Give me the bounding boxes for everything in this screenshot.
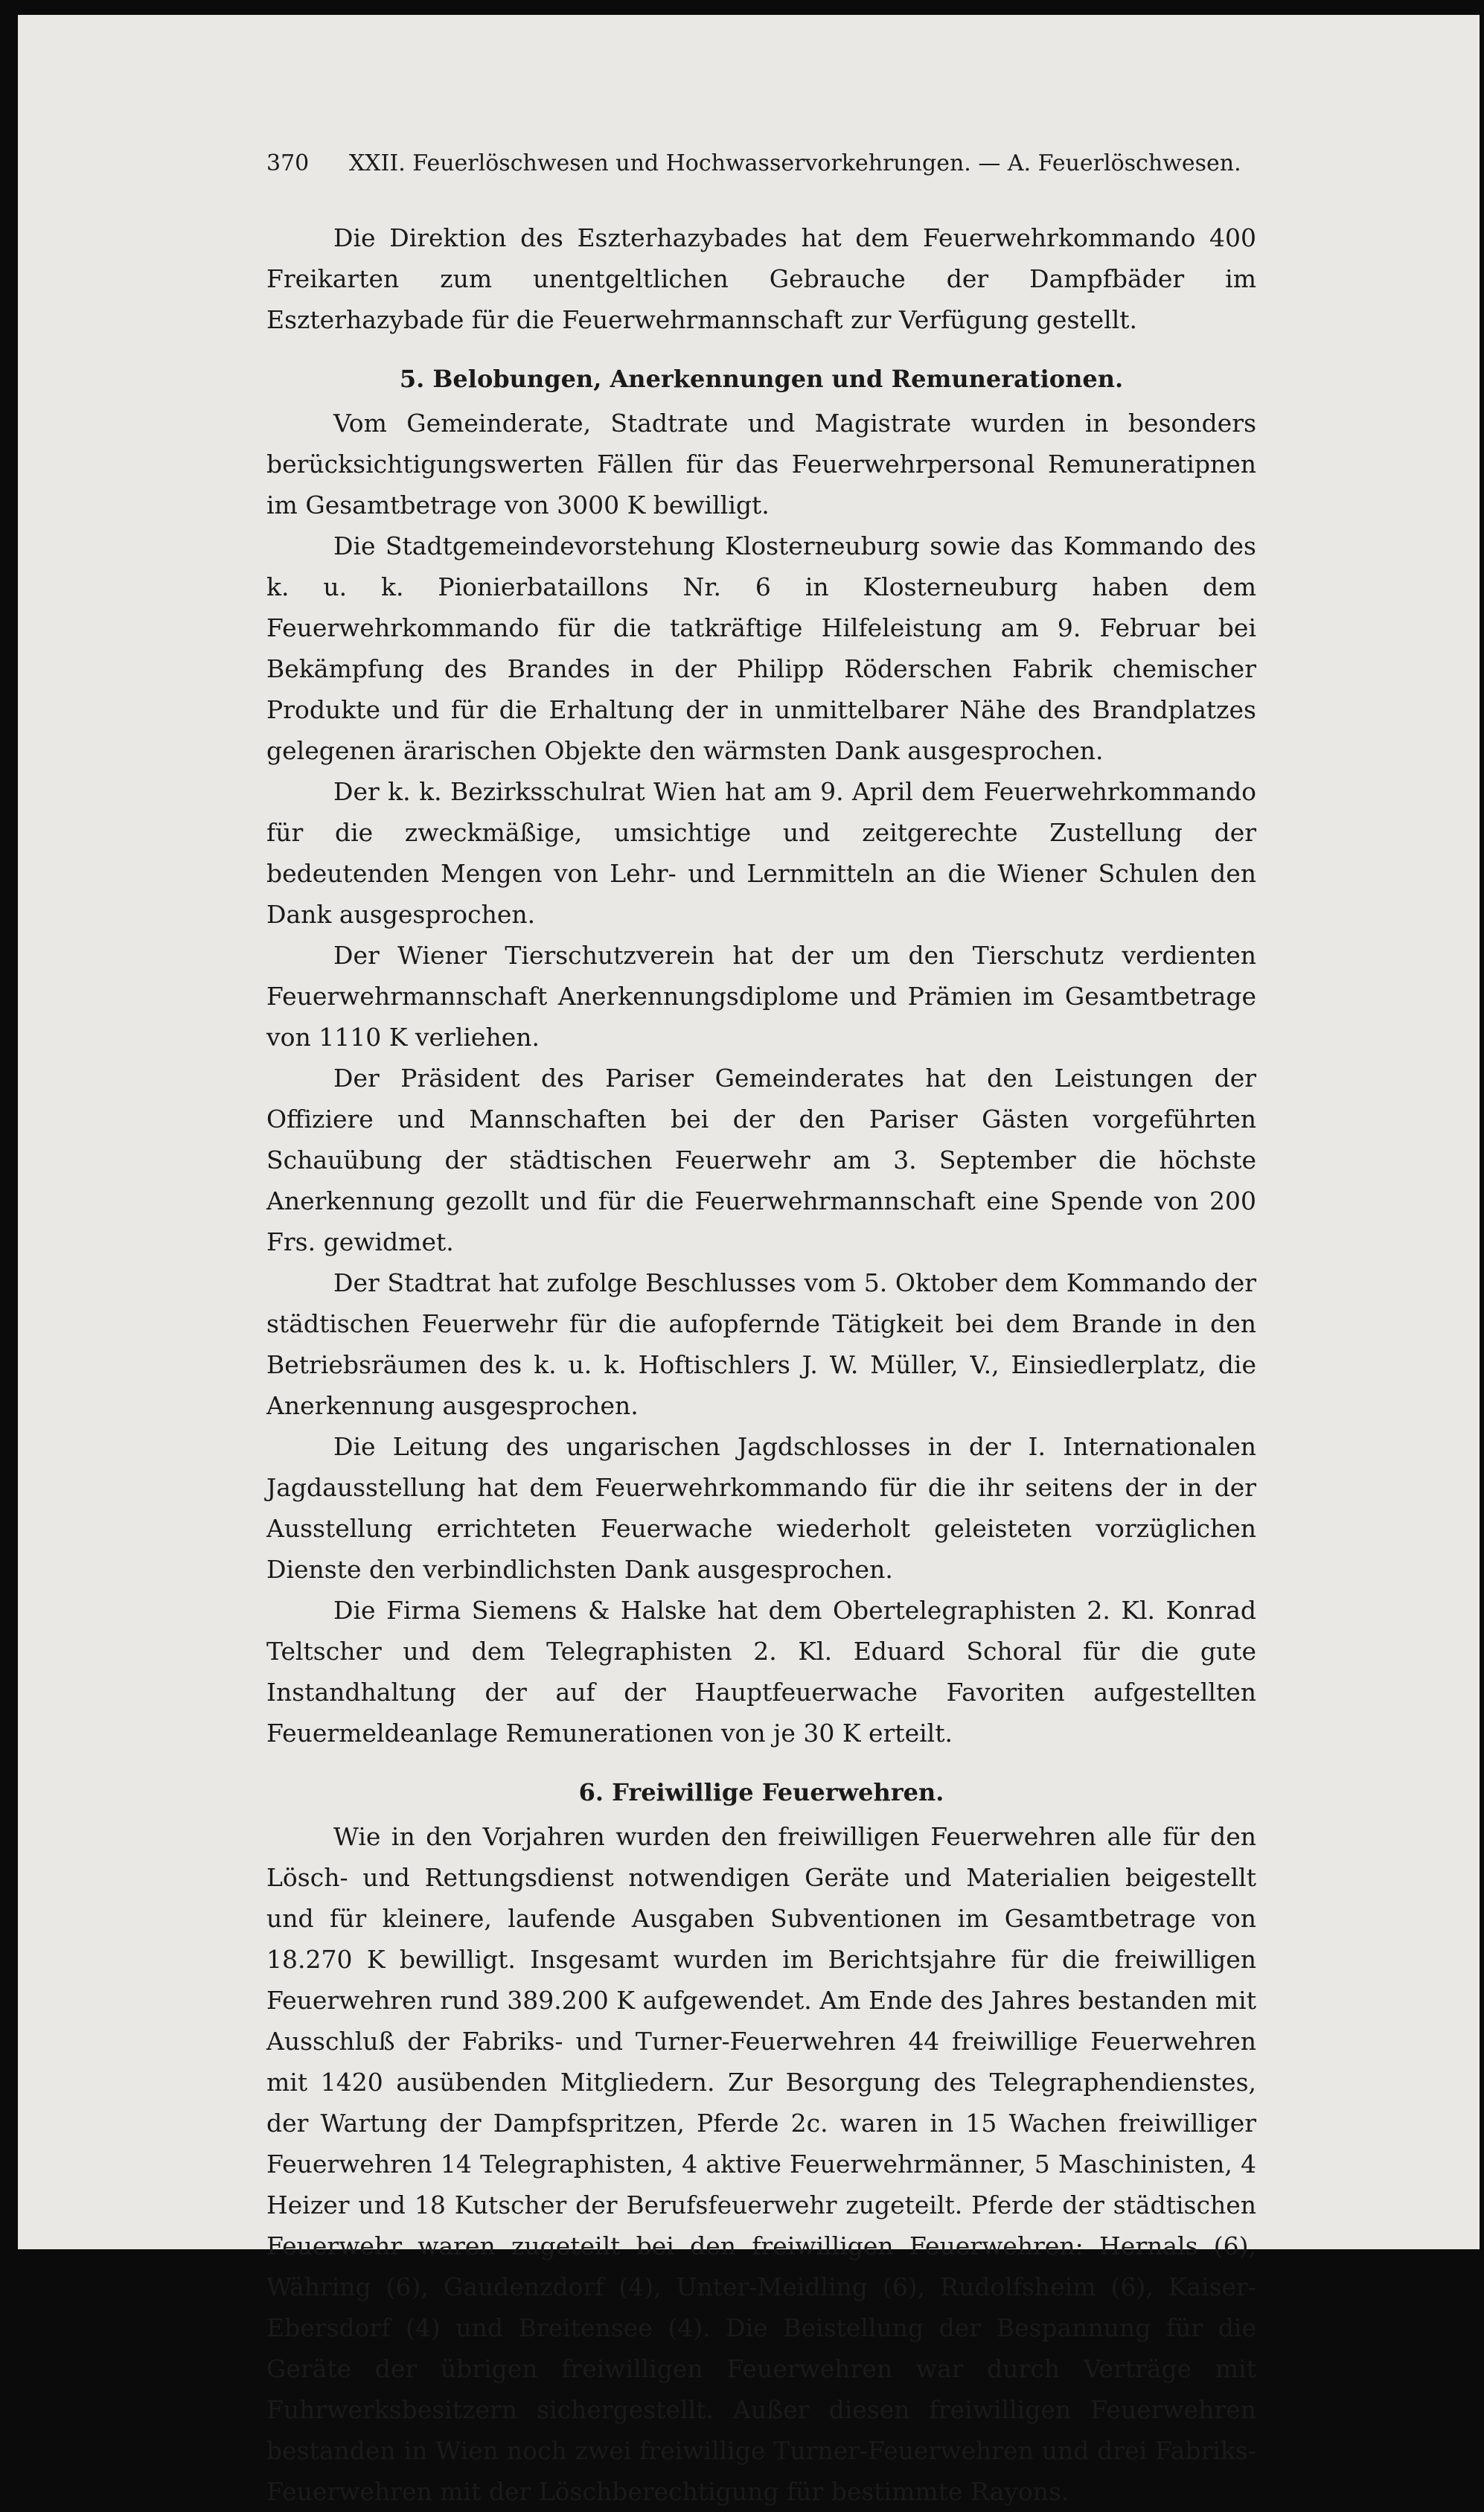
page-number: 370 [266, 150, 310, 176]
paragraph: Der Stadtrat hat zufolge Beschlusses vom 5. Oktober dem Kommando der städtischen Feuerwehr für die aufopfernde Tätigkeit bei dem Brande in den Betriebsräumen des k. u. k. Hoftischlers J. W. Müller, V., Einsiedlerplatz, die Anerkennung ausgesprochen. [266, 1268, 1256, 1420]
section-title-6: 6. Freiwillige Feuerwehren. [578, 1778, 944, 1806]
paragraph-eszterhazybad: Die Direktion des Eszterhazybades hat dem Feuerwehrkommando 400 Freikarten zum unentgeltlichen Gebrauche der Dampfbäder im Eszterhazybade für die Feuerwehrmannschaft zur Verfügung gestellt. [266, 223, 1256, 334]
running-header [266, 149, 1256, 179]
paragraph: Die Stadtgemeindevorstehung Klosterneuburg sowie das Kommando des k. u. k. Pionierbataillons Nr. 6 in Klosterneuburg haben dem Feuerwehrkommando für die tatkräftige Hilfeleistung am 9. Februar bei Bekämpfung des Brandes in der Philipp Röderschen Fabrik chemischer Produkte und für die Erhaltung der in unmittelbarer Nähe des Brandplatzes gelegenen ärarischen Objekte den wärmsten Dank ausgesprochen. [266, 531, 1256, 765]
running-title: XXII. Feuerlöschwesen und Hochwasservorkehrungen. — A. Feuerlöschwesen. [348, 150, 1241, 176]
section-title-5: 5. Belobungen, Anerkennungen und Remunerationen. [399, 365, 1124, 393]
paragraph: Der k. k. Bezirksschulrat Wien hat am 9. April dem Feuerwehrkommando für die zweckmäßige, umsichtige und zeitgerechte Zustellung der bedeutenden Mengen von Lehr- und Lernmitteln an die Wiener Schulen den Dank ausgesprochen. [266, 777, 1256, 929]
paragraph: Vom Gemeinderate, Stadtrate und Magistrate wurden in besonders berücksichtigungswerten Fällen für das Feuerwehrpersonal Remuneratipnen im Gesamtbetrage von 3000 K bewilligt. [266, 409, 1256, 520]
document-page [18, 15, 1480, 2506]
paragraph: Der Präsident des Pariser Gemeinderates hat den Leistungen der Offiziere und Mannschaften bei der den Pariser Gästen vorgeführten Schauübung der städtischen Feuerwehr am 3. September die höchste Anerkennung gezollt und für die Feuerwehrmannschaft eine Spende von 200 Frs. gewidmet. [266, 1064, 1256, 1256]
paragraph: Die Firma Siemens & Halske hat dem Obertelegraphisten 2. Kl. Konrad Teltscher und dem Telegraphisten 2. Kl. Eduard Schoral für die gute Instandhaltung der auf der Hauptfeuerwache Favoriten aufgestellten Feuermeldeanlage Remunerationen von je 30 K erteilt. [266, 1596, 1256, 1748]
body-text [266, 217, 1256, 2512]
paragraph: Die Leitung des ungarischen Jagdschlosses in der I. Internationalen Jagdausstellung hat dem Feuerwehrkommando für die ihr seitens der in der Ausstellung errichteten Feuerwache wiederholt geleisteten vorzüglichen Dienste den verbindlichsten Dank ausgesprochen. [266, 1432, 1256, 1584]
paragraph: Wie in den Vorjahren wurden den freiwilligen Feuerwehren alle für den Lösch- und Rettungsdienst notwendigen Geräte und Materialien beigestellt und für kleinere, laufende Ausgaben Subventionen im Gesamtbetrage von 18.270 K bewilligt. Insgesamt wurden im Berichtsjahre für die freiwilligen Feuerwehren rund 389.200 K aufgewendet. Am Ende des Jahres bestanden mit Ausschluß der Fabriks- und Turner-Feuerwehren 44 freiwillige Feuerwehren mit 1420 ausübenden Mitgliedern. Zur Besorgung des Telegraphendienstes, der Wartung der Dampfspritzen, Pferde 2c. waren in 15 Wachen freiwilliger Feuerwehren 14 Telegraphisten, 4 aktive Feuerwehrmänner, 5 Maschinisten, 4 Heizer und 18 Kutscher der Berufsfeuerwehr zugeteilt. Pferde der städtischen Feuerwehr waren zugeteilt bei den freiwilligen Feuerwehren: Hernals (6), Währing (6), Gaudenzdorf (4), Unter-Meidling (6), Rudolfsheim (6), Kaiser-Ebersdorf (4) und Breitensee (4). Die Beistellung der Bespannung für die Geräte der übrigen freiwilligen Feuerwehren war durch Verträge mit Fuhrwerksbesitzern sichergestellt. Außer diesen freiwilligen Feuerwehren bestanden in Wien noch zwei freiwillige Turner-Feuerwehren und drei Fabriks-Feuerwehren mit der Löschberechtigung für bestimmte Rayons. [266, 1822, 1256, 2506]
paragraph: Der Wiener Tierschutzverein hat der um den Tierschutz verdienten Feuerwehrmannschaft Anerkennungsdiplome und Prämien im Gesamtbetrage von 1110 K verliehen. [266, 941, 1256, 1052]
